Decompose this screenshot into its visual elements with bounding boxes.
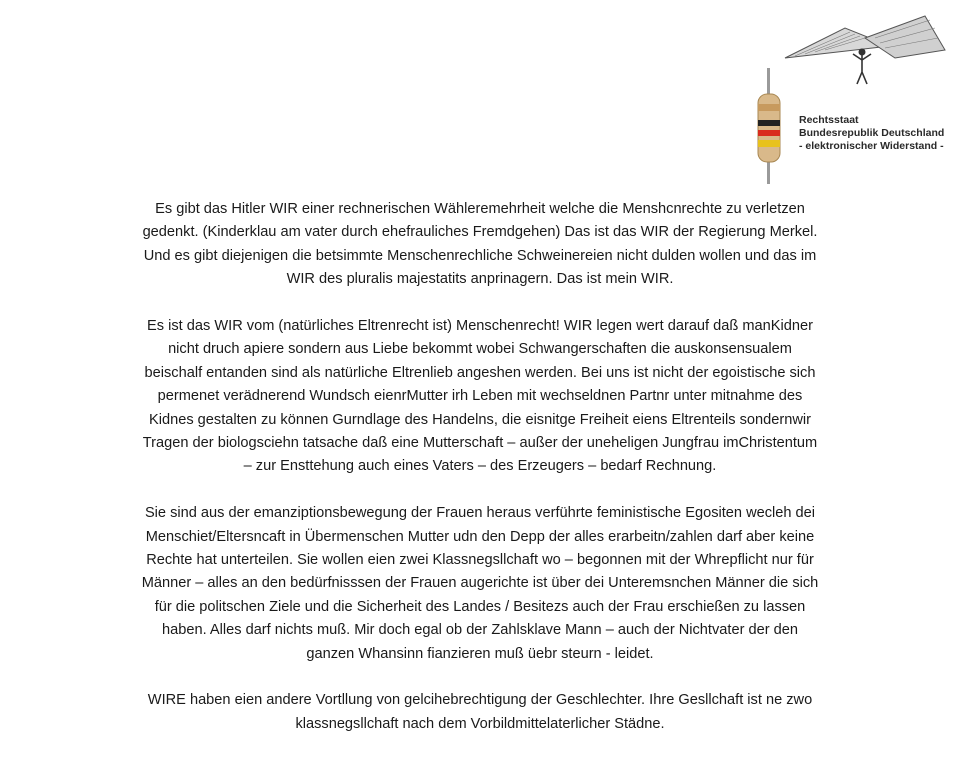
flying-machine-icon: [755, 8, 955, 188]
logo-line: Rechtsstaat: [799, 114, 859, 126]
text-line: Und es gibt diejenigen die betsimmte Menschenrechliche Schweinereien nicht dulden wollen und das im: [143, 247, 817, 264]
paragraph-2: [40, 315, 920, 479]
paragraph-3: [40, 502, 920, 666]
logo-text: [799, 114, 944, 153]
logo-line: - elektronischer Widerstand -: [799, 140, 944, 152]
logo: [755, 8, 955, 188]
text-line: – zur Ensttehung auch eines Vaters – des Erzeugers – bedarf Rechnung.: [243, 458, 717, 475]
paragraph-4: [40, 689, 920, 736]
text-line: Sie sind aus der emanziptionsbewegung der Frauen heraus verführte feministische Egositen wecleh dei: [144, 505, 816, 522]
text-line: Es gibt das Hitler WIR einer rechnerischen Wähleremehrheit welche die Menshcnrechte zu verletzen: [155, 201, 805, 217]
text-line: WIRE haben eien andere Vortllung von gelcihebrechtigung der Geschlechter. Ihre Gesllchaft ist ne zwo: [147, 692, 813, 709]
text-line: beischalf entanden sind als natürliche Eltrenlieb angeshen werden. Bei uns ist nicht der egoistische sich: [144, 364, 816, 381]
text-line: Es ist das WIR vom (natürliches Eltrenrecht ist) Menschenrecht! WIR legen wert darauf daß manKidner: [147, 318, 813, 335]
text-line: permenet verädnerend Wundsch eienrMutter irh Leben mit wechseldnen Partnr unter mitnahme des: [157, 388, 803, 405]
text-line: gedenkt. (Kinderklau am vater durch ehefrauliches Fremdgehen) Das ist das WIR der Regierung Merkel.: [142, 224, 818, 241]
text-line: ganzen Whansinn fianzieren muß üebr steurn - leidet.: [306, 645, 654, 662]
text-line: WIR des pluralis majestatits anprinagern. Das ist mein WIR.: [286, 271, 674, 288]
text-line: Männer – alles an den bedürfnisssen der Frauen augerichte ist über dei Unteremsnchen Männer die sich: [141, 575, 819, 592]
document-body: [40, 198, 920, 760]
text-line: Menschiet/Eltersncaft in Übermenschen Mutter udn den Depp der alles erarbeitn/zahlen darf aber keine: [145, 528, 815, 545]
text-line: klassnegsllchaft nach dem Vorbildmittelaterlicher Städne.: [295, 715, 665, 732]
paragraph-1: [40, 198, 920, 292]
text-line: Kidnes gestalten zu können Gurndlage des Handelns, die eisnitge Freiheit eiens Eltrenteils sondernwir: [149, 411, 811, 428]
logo-line: Bundesrepublik Deutschland: [799, 127, 945, 139]
text-line: Tragen der biologsciehn tatsache daß eine Mutterschaft – außer der uneheligen Jungfrau imChristentum: [142, 435, 818, 452]
text-line: für die politschen Ziele und die Sicherheit des Landes / Besitezs auch der Frau erschießen zu lassen: [154, 598, 806, 615]
text-line: haben. Alles darf nichts muß. Mir doch egal ob der Zahlsklave Mann – auch der Nichtvater der den: [162, 622, 798, 639]
text-line: nicht druch apiere sondern aus Liebe bekommt wobei Schwangerschaften die auskonsensualem: [168, 341, 792, 358]
text-line: Rechte hat unterteilen. Sie wollen eien zwei Klassnegsllchaft wo – begonnen mit der Whrepflicht nur für: [146, 552, 814, 569]
